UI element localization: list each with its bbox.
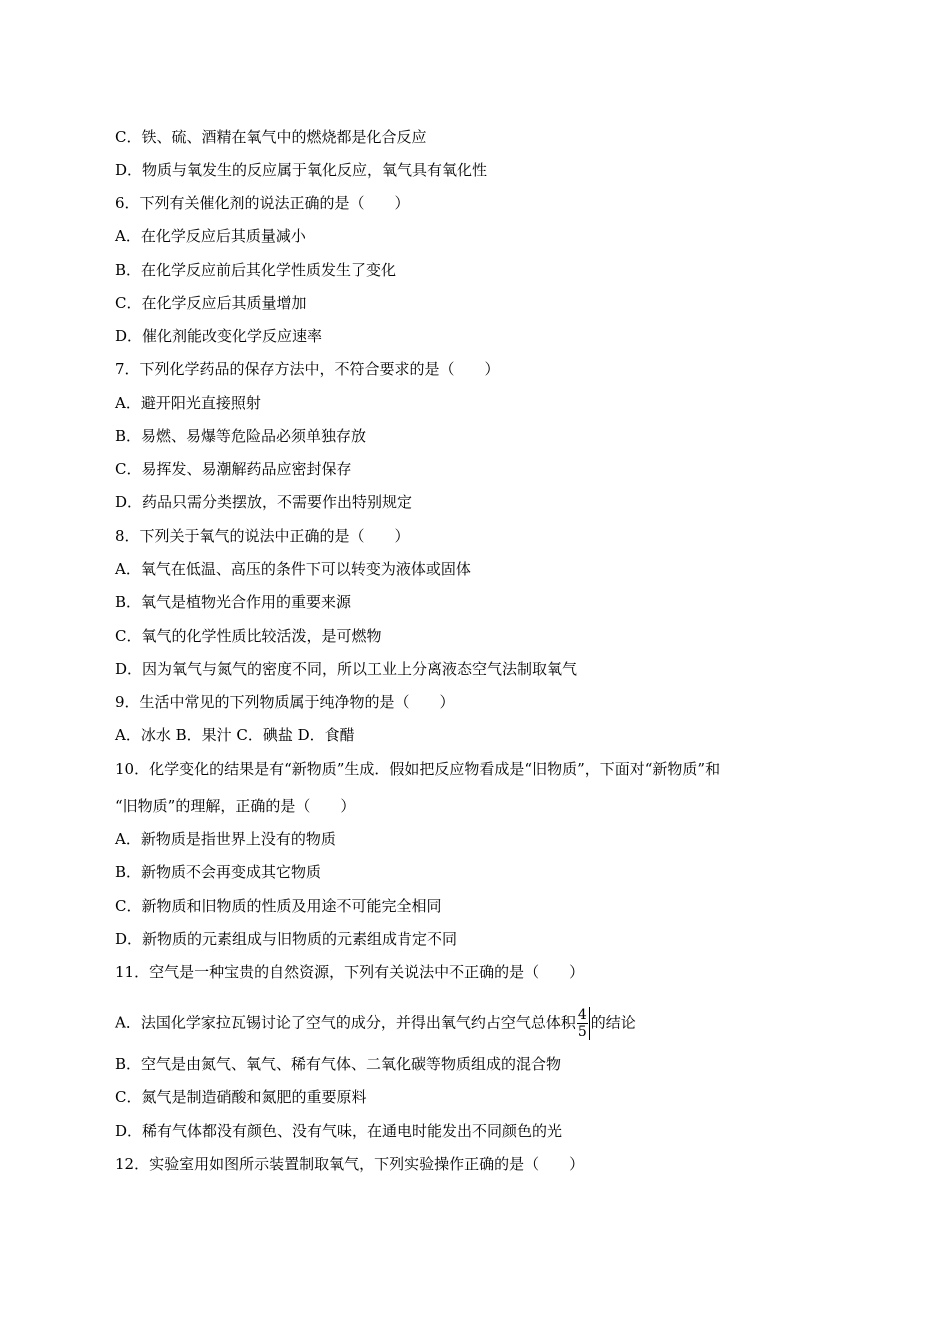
q7-option-b: B．易燃、易爆等危险品必须单独存放 <box>115 427 367 445</box>
q9-options: A．冰水 B．果汁 C．碘盐 D．食醋 <box>115 726 355 744</box>
question-12: 12．实验室用如图所示装置制取氧气，下列实验操作正确的是（ ） <box>115 1155 585 1173</box>
q7-option-c: C．易挥发、易潮解药品应密封保存 <box>115 460 352 478</box>
q6-option-a: A．在化学反应后其质量减小 <box>115 227 306 245</box>
q11-option-a-suffix: 的结论 <box>590 1013 636 1032</box>
question-8: 8．下列关于氧气的说法中正确的是（ ） <box>115 527 410 545</box>
question-11: 11．空气是一种宝贵的自然资源，下列有关说法中不正确的是（ ） <box>115 963 585 981</box>
question-10: 10．化学变化的结果是有“新物质”生成．假如把反应物看成是“旧物质”，下面对“新物质”和 <box>115 760 721 778</box>
q8-option-b: B．氧气是植物光合作用的重要来源 <box>115 593 352 611</box>
q11-option-c: C．氮气是制造硝酸和氮肥的重要原料 <box>115 1088 367 1106</box>
q11-option-b: B．空气是由氮气、氧气、稀有气体、二氧化碳等物质组成的混合物 <box>115 1055 562 1073</box>
q11-option-d: D．稀有气体都没有颜色、没有气味，在通电时能发出不同颜色的光 <box>115 1122 563 1140</box>
q7-option-a: A．避开阳光直接照射 <box>115 394 261 412</box>
question-9: 9．生活中常见的下列物质属于纯净物的是（ ） <box>115 693 455 711</box>
fraction-numerator: 4 <box>577 1007 587 1023</box>
q8-option-c: C．氧气的化学性质比较活泼，是可燃物 <box>115 627 382 645</box>
question-10-continued: “旧物质”的理解，正确的是（ ） <box>115 797 356 815</box>
q10-option-a: A．新物质是指世界上没有的物质 <box>115 830 336 848</box>
q5-option-d: D．物质与氧发生的反应属于氧化反应，氧气具有氧化性 <box>115 161 488 179</box>
q10-option-c: C．新物质和旧物质的性质及用途不可能完全相同 <box>115 897 442 915</box>
question-6: 6．下列有关催化剂的说法正确的是（ ） <box>115 194 410 212</box>
q5-option-c: C．铁、硫、酒精在氧气中的燃烧都是化合反应 <box>115 128 427 146</box>
q11-option-a <box>115 1007 890 1040</box>
q10-option-d: D．新物质的元素组成与旧物质的元素组成肯定不同 <box>115 930 458 948</box>
q11-option-a-text: A．法国化学家拉瓦锡讨论了空气的成分，并得出氧气约占空气总体积 <box>115 1013 576 1032</box>
q6-option-d: D．催化剂能改变化学反应速率 <box>115 327 323 345</box>
q6-option-b: B．在化学反应前后其化学性质发生了变化 <box>115 261 397 279</box>
fraction-four-fifths <box>577 1007 590 1040</box>
q10-option-b: B．新物质不会再变成其它物质 <box>115 863 322 881</box>
q8-option-d: D．因为氧气与氮气的密度不同，所以工业上分离液态空气法制取氧气 <box>115 660 578 678</box>
q7-option-d: D．药品只需分类摆放，不需要作出特别规定 <box>115 493 413 511</box>
q8-option-a: A．氧气在低温、高压的条件下可以转变为液体或固体 <box>115 560 471 578</box>
fraction-denominator: 5 <box>577 1024 587 1040</box>
question-7: 7．下列化学药品的保存方法中，不符合要求的是（ ） <box>115 360 500 378</box>
q6-option-c: C．在化学反应后其质量增加 <box>115 294 307 312</box>
